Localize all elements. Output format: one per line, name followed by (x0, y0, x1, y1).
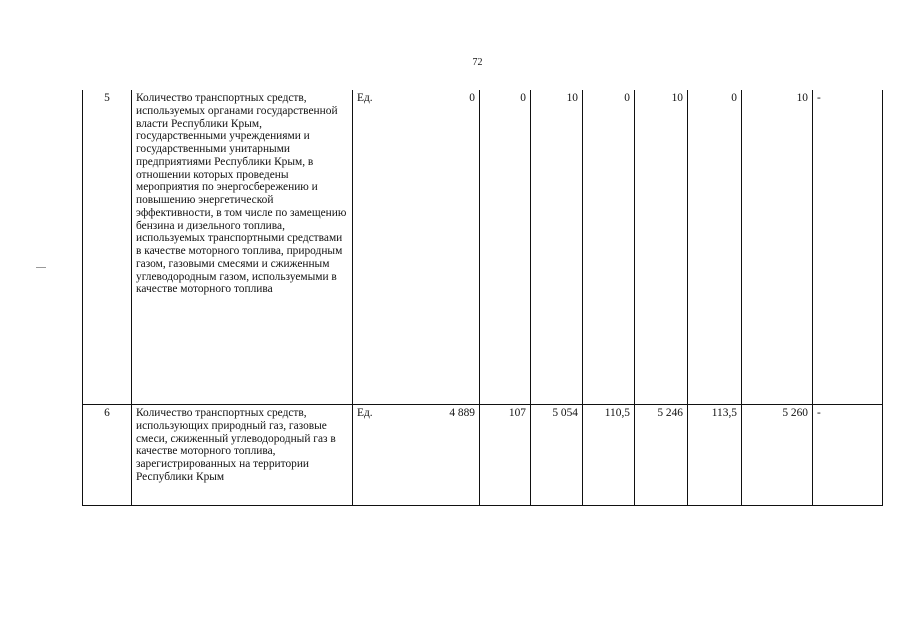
value-cell: 110,5 (583, 405, 635, 506)
page-number: 72 (472, 57, 483, 68)
indicator-description: Количество транспортных средств, использующих природный газ, газовые смеси, сжиженный углеводородный газ в качестве моторного топлива, зарегистрированных на территории Республики Крым (132, 405, 353, 506)
indicators-table (82, 90, 883, 506)
row-number: 5 (83, 90, 132, 405)
value-cell: 10 (531, 90, 583, 405)
value-cell: 5 054 (531, 405, 583, 506)
note-cell: - (813, 405, 883, 506)
value-cell: 10 (742, 90, 813, 405)
table-row (83, 90, 883, 405)
row-number: 6 (83, 405, 132, 506)
table-row (83, 405, 883, 506)
margin-mark (36, 267, 46, 268)
value-cell: 113,5 (688, 405, 742, 506)
value-cell: 10 (635, 90, 688, 405)
indicator-description: Количество транспортных средств, используемых органами государственной власти Республики Крым, государственными учреждениями и государственными унитарными предприятиями Республики Крым, в отношении которых проведены мероприятия по энергосбережению и повышению энергетической эффективности, в том числе по замещению бензина и дизельного топлива, используемых транспортными средствами в качестве моторного топлива, природным газом, газовыми смесями и сжиженным углеводородным газом, используемыми в качестве моторного топлива (132, 90, 353, 405)
unit-cell: Ед. (353, 405, 433, 506)
value-cell: 0 (583, 90, 635, 405)
value-cell: 0 (480, 90, 531, 405)
value-cell: 107 (480, 405, 531, 506)
value-cell: 0 (688, 90, 742, 405)
value-cell: 5 260 (742, 405, 813, 506)
value-cell: 4 889 (433, 405, 480, 506)
value-cell: 5 246 (635, 405, 688, 506)
note-cell: - (813, 90, 883, 405)
unit-cell: Ед. (353, 90, 433, 405)
value-cell: 0 (433, 90, 480, 405)
